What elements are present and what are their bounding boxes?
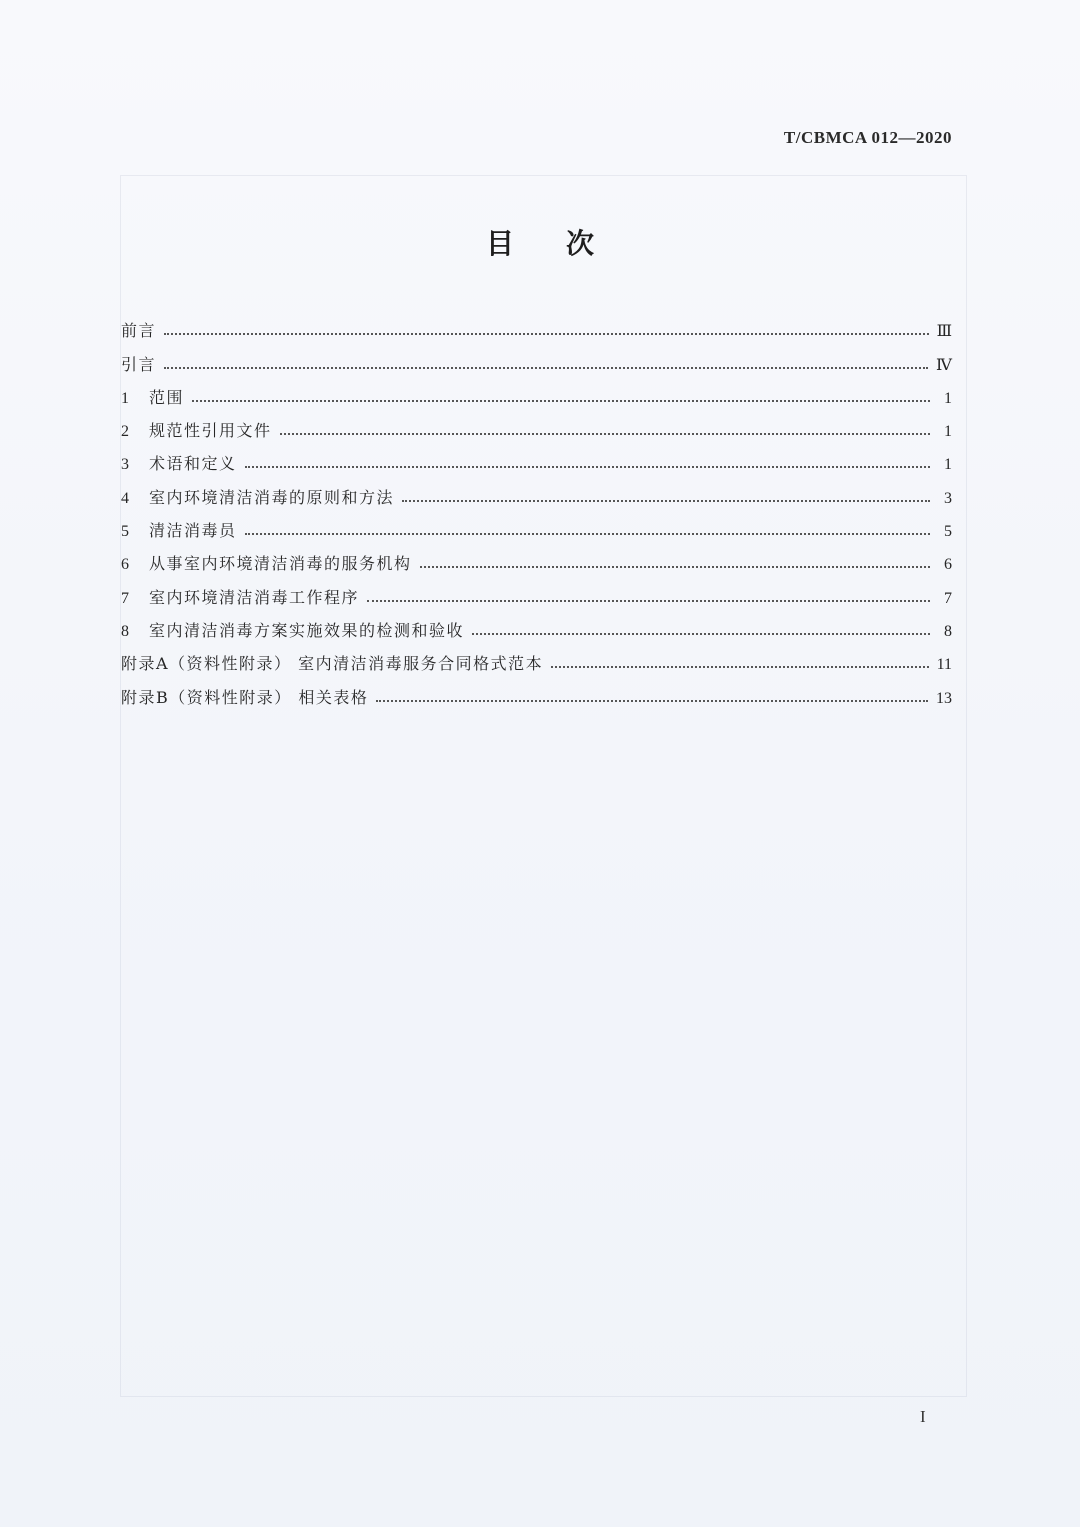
toc-entry-page: 3	[944, 489, 952, 507]
toc-leader-dots	[402, 500, 930, 502]
toc-leader-dots	[164, 333, 929, 335]
toc-entry-number: 3	[121, 456, 131, 474]
toc-entry-page: 1	[944, 456, 952, 474]
toc-leader-dots	[376, 700, 928, 702]
toc-entry-number: 2	[121, 423, 131, 441]
toc-entry-number: 6	[121, 556, 131, 574]
toc-entry-number: 7	[121, 589, 131, 607]
toc-leader-dots	[245, 466, 930, 468]
toc-entry-number: 4	[121, 489, 131, 507]
toc-entry-label: 规范性引用文件	[149, 421, 272, 441]
toc-entry-label: 室内清洁消毒方案实施效果的检测和验收	[149, 620, 465, 640]
toc-list	[121, 308, 952, 708]
toc-entry-page: 5	[944, 523, 952, 541]
toc-entry[interactable]	[121, 641, 952, 674]
toc-entry-number: 1	[121, 389, 131, 407]
toc-entry-label: 室内环境清洁消毒工作程序	[149, 587, 360, 607]
toc-entry-label: 清洁消毒员	[149, 521, 237, 541]
toc-entry-number: 5	[121, 523, 131, 541]
toc-leader-dots	[192, 400, 930, 402]
toc-entry[interactable]	[121, 308, 952, 341]
toc-entry-label: 术语和定义	[149, 454, 237, 474]
standard-code: T/CBMCA 012—2020	[783, 128, 952, 147]
toc-leader-dots	[367, 600, 930, 602]
toc-leader-dots	[551, 666, 928, 668]
toc-entry[interactable]	[121, 508, 952, 541]
toc-entry[interactable]	[121, 674, 952, 707]
toc-leader-dots	[472, 633, 930, 635]
toc-entry-page: 13	[936, 689, 952, 707]
toc-leader-dots	[245, 533, 930, 535]
toc-entry-page: 6	[944, 556, 952, 574]
toc-title: 目次	[485, 227, 646, 260]
toc-entry-label: 附录B（资料性附录） 相关表格	[121, 687, 369, 707]
toc-entry-page: 8	[944, 622, 952, 640]
toc-entry[interactable]	[121, 375, 952, 408]
toc-entry[interactable]	[121, 341, 952, 374]
toc-entry[interactable]	[121, 574, 952, 607]
toc-entry-page: 1	[944, 423, 952, 441]
toc-entry-label: 从事室内环境清洁消毒的服务机构	[149, 554, 412, 574]
toc-entry-label: 附录A（资料性附录） 室内清洁消毒服务合同格式范本	[121, 654, 544, 674]
toc-entry-page: Ⅲ	[936, 323, 952, 341]
page-number: I	[920, 1407, 926, 1426]
toc-entry-label: 引言	[121, 354, 157, 374]
toc-entry-label: 前言	[121, 321, 157, 341]
toc-entry[interactable]	[121, 408, 952, 441]
toc-entry[interactable]	[121, 541, 952, 574]
toc-entry-page: 11	[936, 656, 952, 674]
toc-entry-label: 范围	[149, 387, 185, 407]
toc-entry[interactable]	[121, 474, 952, 507]
toc-entry-number: 8	[121, 622, 131, 640]
toc-entry-page: Ⅳ	[936, 356, 952, 374]
toc-leader-dots	[164, 367, 928, 369]
toc-entry-page: 7	[944, 589, 952, 607]
toc-entry[interactable]	[121, 441, 952, 474]
toc-entry-label: 室内环境清洁消毒的原则和方法	[149, 487, 395, 507]
toc-entry[interactable]	[121, 608, 952, 641]
toc-leader-dots	[420, 566, 930, 568]
toc-leader-dots	[280, 433, 930, 435]
toc-entry-page: 1	[944, 389, 952, 407]
